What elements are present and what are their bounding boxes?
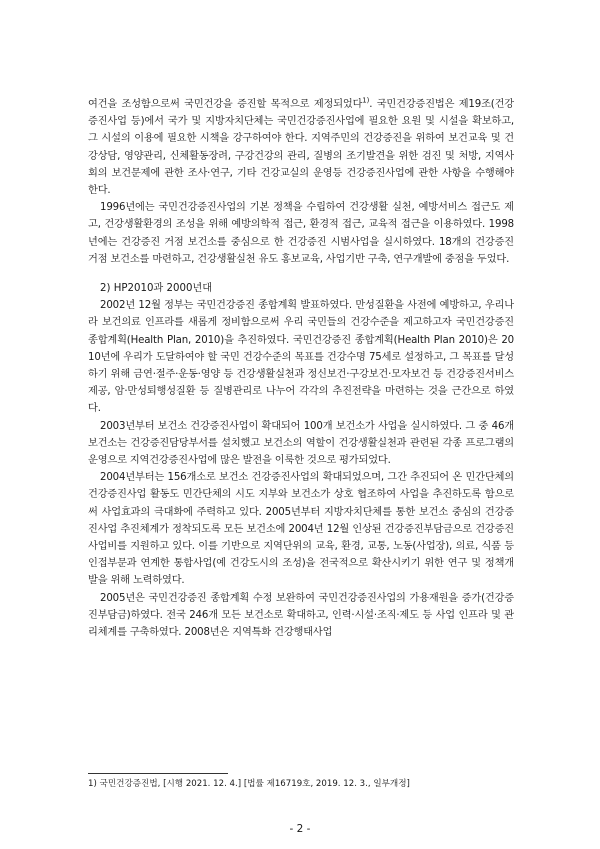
paragraph-2: 1996년에는 국민건강증진사업의 기본 정책을 수립하여 건강생활 실천, 예방서비스 접근도 제고, 건강생활환경의 조성을 위해 예방의학적 접근, 환경적 접근, 교육적 접근을 이용하였다. 1998년에는 건강증진 거점 보건소를 중심으로 한 건강증진 시범사업을 실시하였다. 18개의 건강증진 거점 보건소를 마련하고, 건강생활실천 유도 홍보교육, 사업기반 구축, 연구개발에 중점을 두었다. xyxy=(88,202,514,265)
footnote-reference[interactable]: 1) xyxy=(362,96,370,105)
paragraph-1 xyxy=(88,96,514,199)
paragraph-3: 2002년 12월 정부는 국민건강증진 종합계획 발표하였다. 만성질환을 사전에 예방하고, 우리나라 보건의료 인프라를 새롭게 정비함으로써 우리 국민들의 건강수준을 제고하고자 국민건강증진 종합계획(Health Plan, 2010)을 추진하였다. 국민건강증진 종합계획(Health Plan 2010)은 2010년에 우리가 도달하여야 할 국민 건강수준의 목표를 건강수명 75세로 설정하고, 그 목표를 달성하기 위해 금연·절주·운동·영양 등 건강생활실천과 정신보건·구강보건·모자보건 등 건강증진서비스 제공, 암·만성퇴행성질환 등 질병관리로 나누어 각각의 추진전략을 마련하는 것을 근간으로 하였다. xyxy=(88,300,514,415)
footnote-divider xyxy=(88,773,228,774)
page-number: - 2 - xyxy=(289,823,311,835)
section-heading: 2) HP2010과 2000년대 xyxy=(100,283,213,295)
paragraph-5: 2004년부터는 156개소로 보건소 건강증진사업의 확대되었으며, 그간 추진되어 온 민간단체의 건강증진사업 활동도 민간단체의 시도 지부와 보건소가 상호 협조하여 사업을 추진하도록 함으로써 사업효과의 극대화에 주력하고 있다. 2005년부터 지방자치단체를 통한 보건소 중심의 건강증진사업 추진체계가 정착되도록 모든 보건소에 2004년 12월 인상된 건강증진부담금으로 건강증진 사업비를 지원하고 있다. 이를 기반으로 지역단위의 교육, 환경, 교통, 노동(사업장), 의료, 식품 등 인접부문과 연계한 통합사업(예 건강도시의 조성)을 전국적으로 확산시키기 위한 연구 및 정책개발을 위해 노력하였다. xyxy=(88,472,514,587)
body-text xyxy=(88,96,514,641)
paragraph-6: 2005년은 국민건강증진 종합계획 수정 보완하여 국민건강증진사업의 가용재원을 증가(건강증진부담금)하였다. 전국 246개 모든 보건소로 확대하고, 인력·시설·조직·제도 등 사업 인프라 및 관리체계를 구축하였다. 2008년은 지역특화 건강행태사업 xyxy=(88,592,514,639)
paragraph-1-start: 여건을 조성함으로써 국민건강을 증진할 목적으로 제정되었다 xyxy=(88,99,363,110)
footnote: 1) 국민건강증진법, [시행 2021. 12. 4.] [법률 제16719호, 2019. 12. 3., 일부개정] xyxy=(88,779,410,789)
section-gap xyxy=(88,268,514,280)
paragraph-4: 2003년부터 보건소 건강증진사업이 확대되어 100개 보건소가 사업을 실시하였다. 그 중 46개 보건소는 건강증진담당부서를 설치했고 보건소의 역할이 건강생활실천과 관련된 각종 프로그램의 운영으로 지역건강증진사업에 많은 발전을 이룩한 것으로 평가되었다. xyxy=(88,420,514,467)
paragraph-1-end: . 국민건강증진법은 제19조(건강증진사업 등)에서 국가 및 지방자치단체는 국민건강증진사업에 필요한 요원 및 시설을 확보하고, 그 시설의 이용에 필요한 시책을 강구하여야 한다. 지역주민의 건강증진을 위하여 보건교육 및 건강상담, 영양관리, 신체활동장려, 구강건강의 관리, 질병의 조기발견을 위한 검진 및 처방, 지역사회의 보건문제에 관한 조사·연구, 기타 건강교실의 운영등 건강증진사업에 관한 사항을 수행해야 한다. xyxy=(88,99,514,197)
